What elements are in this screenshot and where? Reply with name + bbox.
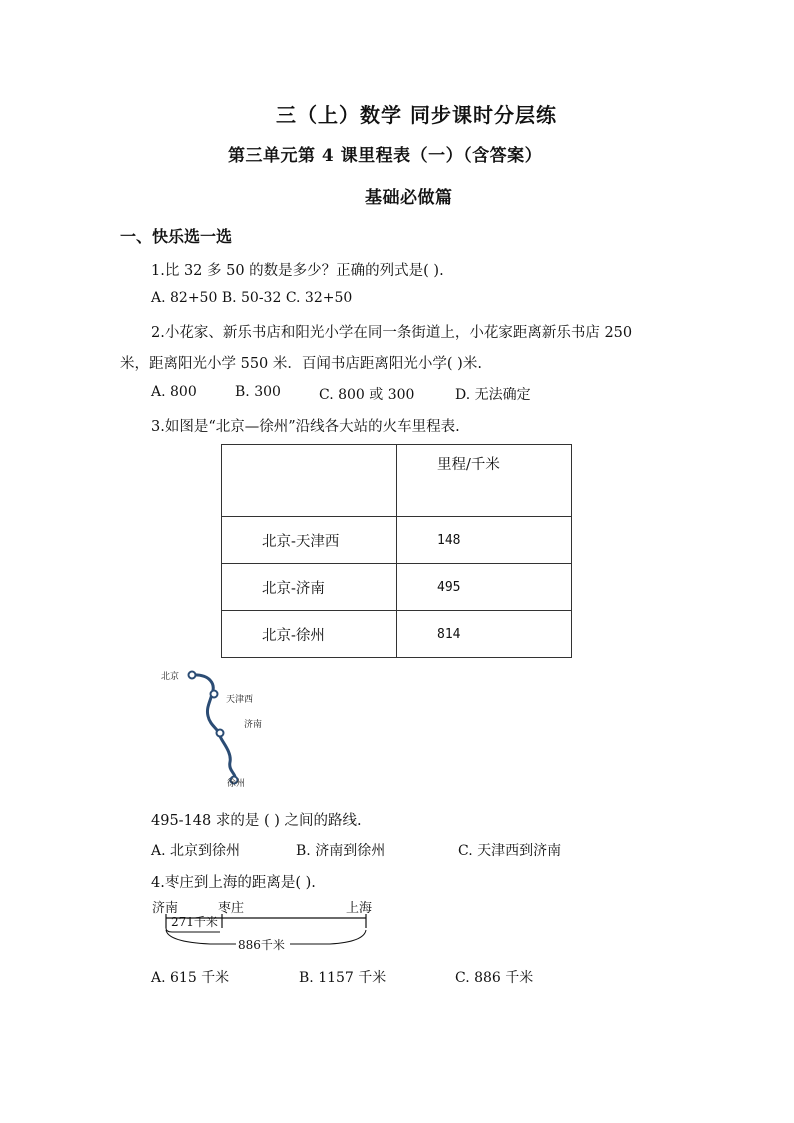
distance-diagram: [150, 896, 390, 956]
table-cell-route: 北京-天津西: [222, 517, 397, 564]
map-label-tianjinxi: 天津西: [226, 695, 254, 705]
table-cell-km: 148: [397, 517, 572, 564]
railway-route-map: [150, 664, 280, 794]
question-3-option-a: A. 北京到徐州: [151, 843, 241, 859]
table-row: [222, 517, 572, 564]
table-header-cell: 里程/千米: [397, 445, 572, 517]
table-cell-route: 北京-徐州: [222, 611, 397, 658]
diagram-label-jinan: 济南: [152, 901, 179, 916]
station-dot-jinan: [217, 730, 224, 737]
station-dot-tianjinxi: [211, 691, 218, 698]
lesson-subtitle: 第三单元第 4 课里程表（一）（含答案）: [228, 146, 543, 166]
question-3-question: 495-148 求的是 ( ) 之间的路线.: [151, 813, 362, 829]
question-3-text: 3.如图是“北京—徐州”沿线各大站的火车里程表.: [151, 419, 460, 435]
question-3-option-c: C. 天津西到济南: [458, 843, 562, 859]
question-2-option-b: B. 300: [235, 384, 281, 400]
question-2-option-c: C. 800 或 300: [319, 387, 415, 403]
table-cell-route: 北京-济南: [222, 564, 397, 611]
question-4-option-a: A. 615 千米: [151, 970, 230, 986]
map-label-beijing: 北京: [161, 672, 180, 682]
table-cell-km: 814: [397, 611, 572, 658]
question-4-option-c: C. 886 千米: [455, 970, 534, 986]
diagram-label-zaozhuang: 枣庄: [218, 901, 245, 916]
question-2-line-1: 2.小花家、新乐书店和阳光小学在同一条街道上，小花家距离新乐书店 250: [151, 325, 633, 341]
short-distance-label: 271千米: [171, 915, 218, 929]
question-1-options: A. 82+50 B. 50-32 C. 32+50: [151, 290, 353, 306]
question-3-option-b: B. 济南到徐州: [296, 843, 386, 859]
diagram-label-shanghai: 上海: [346, 901, 373, 916]
page-title: 三（上）数学 同步课时分层练: [276, 103, 557, 127]
question-1-text: 1.比 32 多 50 的数是多少？正确的列式是( ).: [151, 263, 444, 279]
total-distance-label: 886千米: [238, 938, 285, 952]
table-header-cell: [222, 445, 397, 517]
map-label-xuzhou: 徐州: [227, 779, 246, 789]
table-row: [222, 611, 572, 658]
total-brace-right: [290, 930, 366, 944]
difficulty-level: 基础必做篇: [365, 188, 453, 208]
table-cell-km: 495: [397, 564, 572, 611]
table-header-row: [222, 445, 572, 517]
map-label-jinan: 济南: [244, 720, 263, 730]
question-2-option-d: D. 无法确定: [455, 387, 531, 403]
question-4-text: 4.枣庄到上海的距离是( ).: [151, 875, 316, 891]
mileage-table: [221, 444, 572, 658]
question-2-option-a: A. 800: [151, 384, 197, 400]
station-dot-beijing: [189, 672, 196, 679]
section-heading: 一、快乐选一选: [120, 227, 233, 246]
question-4-option-b: B. 1157 千米: [299, 970, 387, 986]
table-row: [222, 564, 572, 611]
question-2-line-2: 米，距离阳光小学 550 米．百闻书店距离阳光小学( )米.: [120, 356, 482, 372]
